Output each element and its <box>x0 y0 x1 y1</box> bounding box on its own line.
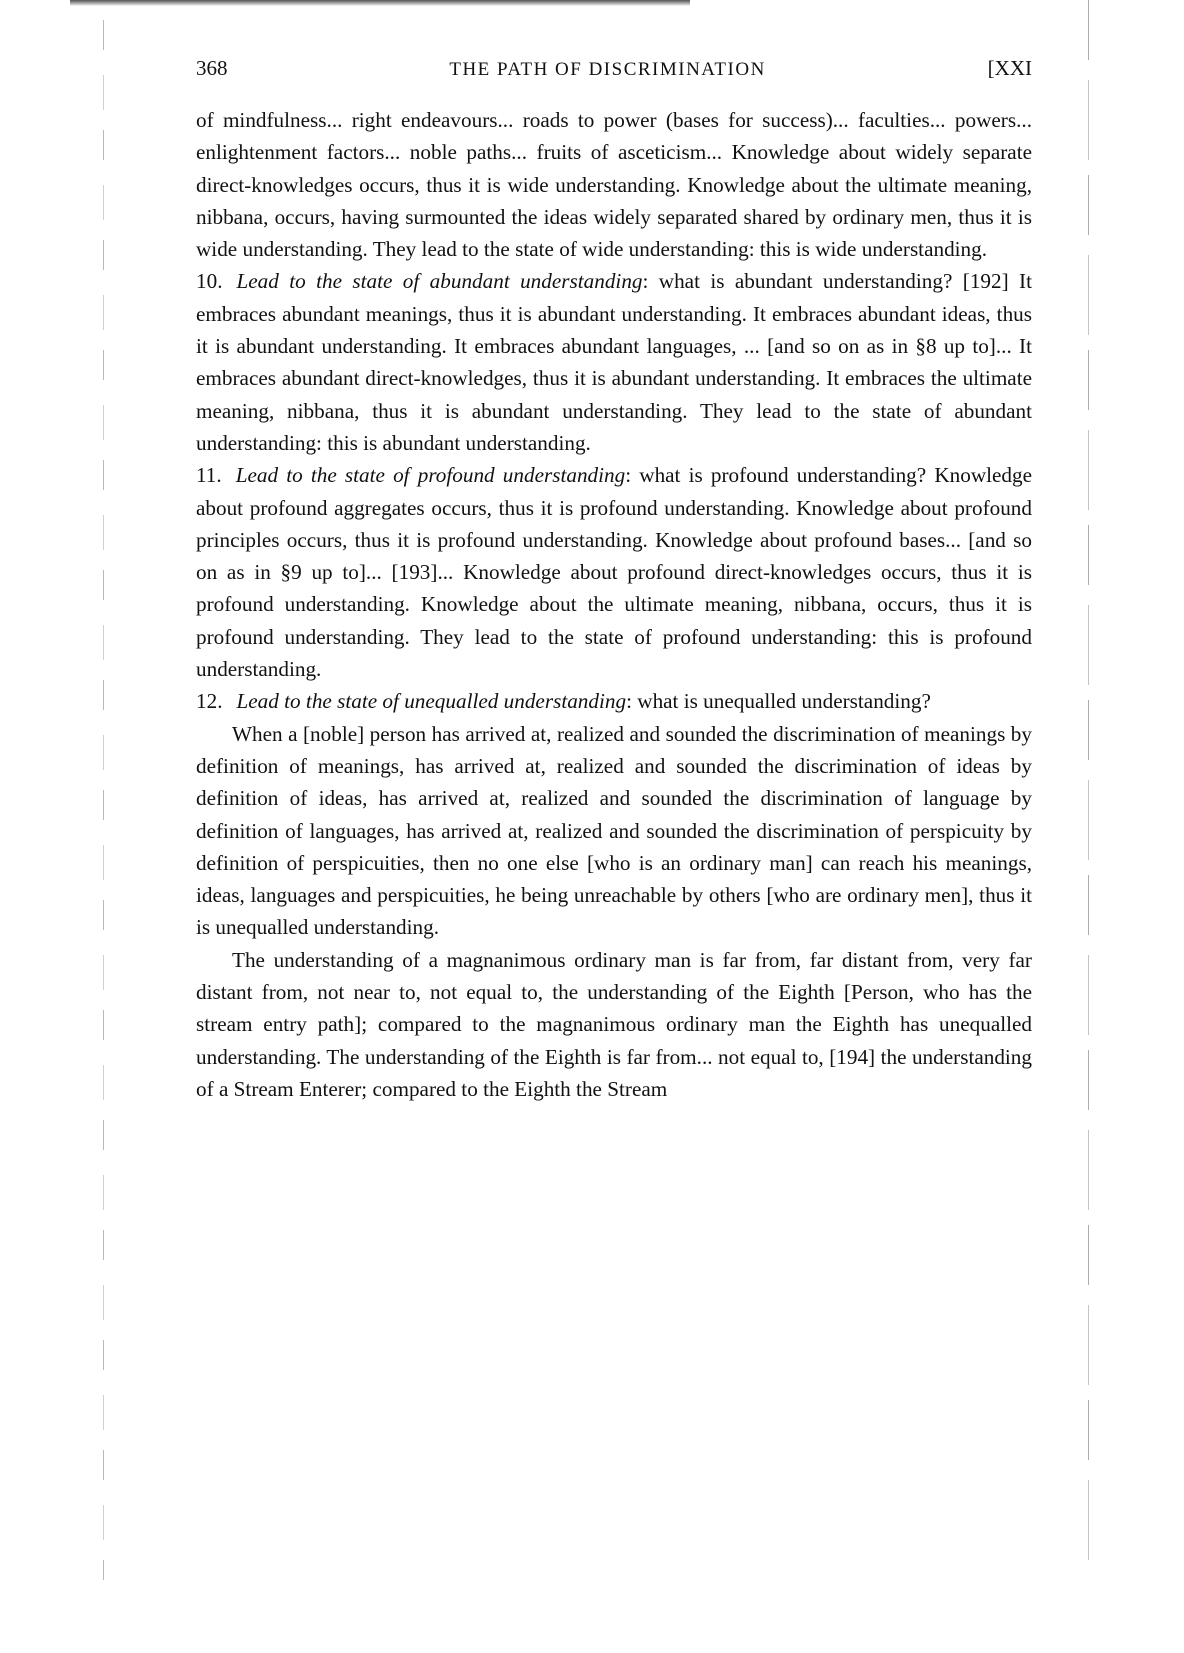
paragraph-text: of mindfulness... right endeavours... roads to power (bases for success)... faculties... powers... enlightenment factors... noble paths... fruits of asceticism... Knowledge about widely separate direct-knowledges occurs, thus it is wide understanding. Knowledge about the ultimate meaning, nibbana, occurs, having surmounted the ideas widely separated shared by ordinary men, thus it is wide understanding. They lead to the state of wide understanding: this is wide understanding. <box>196 108 1032 262</box>
paragraph-text: When a [noble] person has arrived at, realized and sounded the discrimination of meanings by definition of meanings, has arrived at, realized and sounded the discrimination of ideas by definition of ideas, has arrived at, realized and sounded the discrimination of language by definition of languages, has arrived at, realized and sounded the discrimination of perspicuity by definition of perspicuities, then no one else [who is an ordinary man] can reach his meanings, ideas, languages and perspicuities, he being unreachable by others [who are ordinary men], thus it is unequalled understanding. <box>196 721 1032 940</box>
running-head <box>196 56 1032 90</box>
section-heading: Lead to the state of unequalled understanding <box>236 689 627 714</box>
paragraph-section-11 <box>196 459 1032 685</box>
paragraph-continuation <box>196 104 1032 265</box>
paragraph-text: The understanding of a magnanimous ordinary man is far from, far distant from, very far distant from, not near to, not equal to, the understanding of the Eighth [Person, who has the stream entry path]; compared to the magnanimous ordinary man the Eighth has unequalled understanding. The understanding of the Eighth is far from... not equal to, [194] the understanding of a Stream Enterer; compared to the Eighth the Stream <box>196 947 1032 1101</box>
paragraph-text: : what is unequalled understanding? <box>626 689 931 714</box>
section-number: 11. <box>196 463 222 488</box>
scan-edge-right <box>1088 0 1089 1560</box>
section-heading: Lead to the state of abundant understanding <box>236 269 643 294</box>
paragraph-text: : what is abundant understanding? [192] It embraces abundant meanings, thus it is abundant understanding. It embraces abundant ideas, thus it is abundant understanding. It embraces abundant languages, ... [and so on as in §8 up to]... It embraces abundant direct-knowledges, thus it is abundant understanding. It embraces the ultimate meaning, nibbana, thus it is abundant understanding. They lead to the state of abundant understanding: this is abundant understanding. <box>196 269 1032 455</box>
section-heading: Lead to the state of profound understanding <box>235 463 626 488</box>
paragraph-text: : what is profound understanding? Knowledge about profound aggregates occurs, thus it is profound understanding. Knowledge about profound principles occurs, thus it is profound understanding. Knowledge about profound bases... [and so on as in §9 up to]... [193]... Knowledge about profound direct-knowledges occurs, thus it is profound understanding. Knowledge about the ultimate meaning, nibbana, occurs, thus it is profound understanding. They lead to the state of profound understanding: this is profound understanding. <box>196 463 1032 682</box>
book-page <box>196 56 1032 1105</box>
body-text <box>196 104 1032 1105</box>
scan-edge-top <box>70 0 690 6</box>
paragraph-noble-person <box>196 718 1032 944</box>
section-number: 10. <box>196 269 223 294</box>
paragraph-section-12 <box>196 685 1032 717</box>
page-number: 368 <box>196 56 228 80</box>
paragraph-section-10 <box>196 265 1032 459</box>
chapter-marker: [XXI <box>987 56 1032 80</box>
running-title: THE PATH OF DISCRIMINATION <box>449 59 766 80</box>
paragraph-magnanimous <box>196 944 1032 1105</box>
section-number: 12. <box>196 689 223 714</box>
scan-edge-left <box>103 20 104 1580</box>
